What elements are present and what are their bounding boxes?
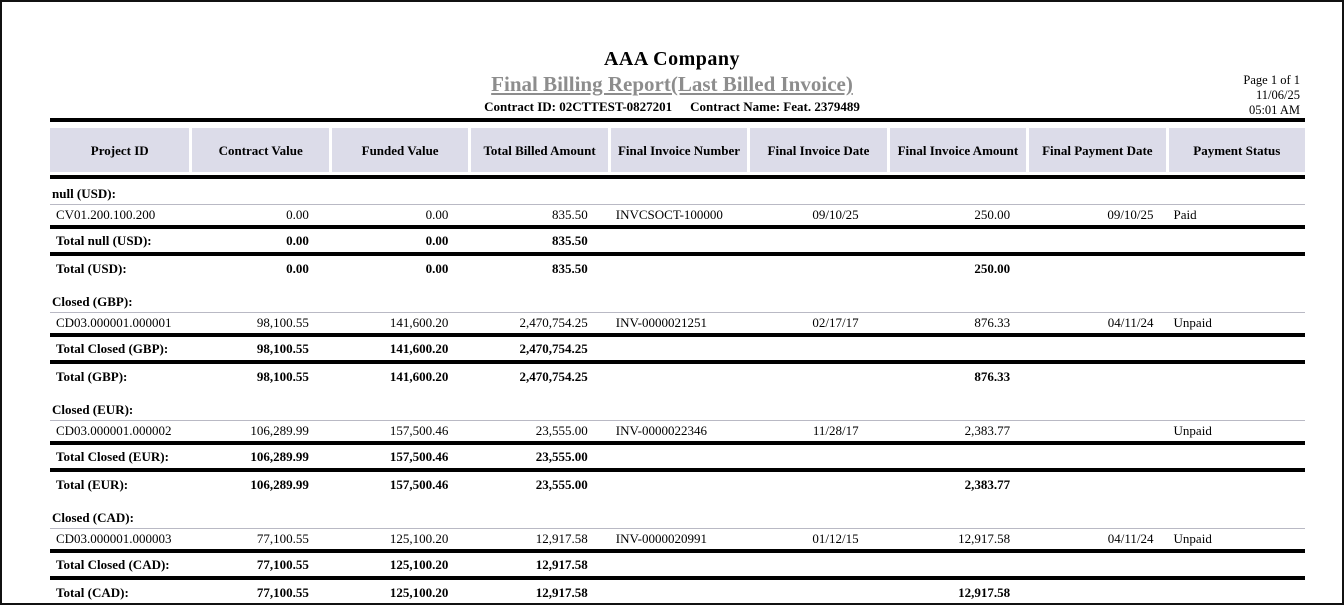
cell-invoice-number	[608, 580, 747, 605]
cell-invoice-number: INV-0000020991	[615, 531, 708, 546]
currency-section-cad	[50, 508, 1305, 605]
cell-payment-status: Unpaid	[1173, 315, 1212, 330]
cell-total-label: Total (EUR):	[56, 477, 129, 492]
report-time: 05:01 AM	[1248, 103, 1300, 117]
cell-funded-value: 141,600.20	[389, 341, 449, 356]
cell-invoice-amount	[887, 229, 1026, 252]
cell-total-label: Total (GBP):	[56, 369, 128, 384]
cell-total-label: Total Closed (CAD):	[56, 557, 170, 572]
cell-total-billed: 12,917.58	[535, 531, 588, 546]
cell-payment-date	[1026, 553, 1165, 576]
cell-invoice-date: 11/28/17	[812, 423, 859, 438]
group-total-row	[50, 337, 1305, 360]
currency-total-row	[50, 364, 1305, 389]
page-number: Page 1 of 1	[1243, 73, 1300, 87]
cell-invoice-amount: 250.00	[974, 261, 1011, 276]
table-row	[50, 421, 1305, 441]
col-header-invoice-number: Final Invoice Number	[608, 128, 747, 172]
cell-payment-date	[1026, 337, 1165, 360]
currency-total-row	[50, 472, 1305, 497]
header-divider	[50, 118, 1305, 122]
col-header-total-billed: Total Billed Amount	[468, 128, 607, 172]
cell-project-id: CV01.200.100.200	[56, 207, 156, 222]
currency-section-usd	[50, 184, 1305, 281]
cell-contract-value: 77,100.55	[256, 585, 309, 600]
cell-payment-date	[1026, 445, 1165, 468]
cell-invoice-amount: 2,383.77	[964, 477, 1011, 492]
cell-invoice-date: 02/17/17	[812, 315, 859, 330]
cell-project-id: CD03.000001.000001	[56, 315, 172, 330]
cell-contract-value: 106,289.99	[250, 423, 309, 438]
cell-invoice-date	[747, 364, 886, 389]
col-header-project-id: Project ID	[50, 128, 189, 172]
col-header-payment-date: Final Payment Date	[1026, 128, 1165, 172]
cell-project-id: CD03.000001.000002	[56, 423, 172, 438]
cell-payment-status: Paid	[1173, 207, 1197, 222]
cell-invoice-amount: 2,383.77	[964, 423, 1011, 438]
group-total-row	[50, 445, 1305, 468]
cell-total-label: Total Closed (GBP):	[56, 341, 169, 356]
cell-invoice-date	[747, 553, 886, 576]
col-header-invoice-amount: Final Invoice Amount	[887, 128, 1026, 172]
cell-funded-value: 157,500.46	[389, 449, 449, 464]
col-header-payment-status: Payment Status	[1166, 128, 1305, 172]
cell-funded-value: 0.00	[425, 261, 449, 276]
cell-invoice-date	[747, 337, 886, 360]
cell-payment-date: 09/10/25	[1107, 207, 1154, 222]
cell-invoice-date	[747, 445, 886, 468]
cell-total-label: Total (CAD):	[56, 585, 129, 600]
cell-invoice-number: INVCSOCT-100000	[615, 207, 723, 222]
cell-invoice-number: INV-0000022346	[615, 423, 708, 438]
cell-total-billed: 12,917.58	[535, 557, 588, 572]
cell-invoice-date: 01/12/15	[812, 531, 859, 546]
cell-payment-status	[1166, 445, 1305, 468]
cell-invoice-amount: 12,917.58	[958, 531, 1011, 546]
cell-contract-value: 0.00	[286, 233, 309, 248]
cell-contract-value: 77,100.55	[256, 557, 309, 572]
cell-total-billed: 835.50	[552, 261, 588, 276]
cell-contract-value: 106,289.99	[250, 477, 309, 492]
report-date: 11/06/25	[1256, 88, 1300, 102]
cell-total-billed: 12,917.58	[535, 585, 588, 600]
cell-payment-status: Unpaid	[1173, 531, 1212, 546]
cell-total-billed: 23,555.00	[535, 423, 588, 438]
currency-total-row	[50, 580, 1305, 605]
cell-contract-value: 98,100.55	[256, 315, 309, 330]
company-name: AAA Company	[603, 48, 741, 70]
table-row	[50, 529, 1305, 549]
cell-total-billed: 835.50	[552, 233, 588, 248]
cell-payment-date	[1026, 256, 1165, 281]
cell-invoice-amount: 250.00	[974, 207, 1011, 222]
cell-payment-status: Unpaid	[1173, 423, 1212, 438]
cell-invoice-amount	[887, 553, 1026, 576]
cell-invoice-number	[608, 472, 747, 497]
cell-invoice-number	[608, 256, 747, 281]
cell-funded-value: 157,500.46	[389, 423, 449, 438]
cell-payment-status	[1166, 553, 1305, 576]
cell-payment-date	[1026, 580, 1165, 605]
currency-section-eur	[50, 400, 1305, 497]
group-label: null (USD):	[52, 186, 116, 201]
page-info-block	[1243, 73, 1300, 118]
cell-total-label: Total (USD):	[56, 261, 127, 276]
cell-funded-value: 125,100.20	[389, 557, 449, 572]
group-label: Closed (EUR):	[52, 402, 134, 417]
cell-total-billed: 2,470,754.25	[519, 315, 588, 330]
cell-total-billed: 2,470,754.25	[519, 341, 588, 356]
cell-payment-date	[1026, 364, 1165, 389]
cell-invoice-amount: 876.33	[974, 315, 1011, 330]
cell-funded-value: 0.00	[425, 233, 449, 248]
cell-invoice-date	[747, 472, 886, 497]
table-row	[50, 313, 1305, 333]
cell-payment-date	[1026, 421, 1165, 441]
currency-total-row	[50, 256, 1305, 281]
currency-section-gbp	[50, 292, 1305, 389]
group-total-row	[50, 553, 1305, 576]
cell-payment-status	[1166, 229, 1305, 252]
cell-invoice-number	[608, 337, 747, 360]
col-header-funded-value: Funded Value	[329, 128, 468, 172]
contract-id: Contract ID: 02CTTEST-0827201	[484, 99, 673, 114]
table-header-row	[50, 128, 1305, 172]
cell-invoice-date	[747, 229, 886, 252]
cell-invoice-number	[608, 229, 747, 252]
cell-total-billed: 2,470,754.25	[519, 369, 588, 384]
cell-funded-value: 125,100.20	[389, 585, 449, 600]
cell-invoice-number	[608, 364, 747, 389]
cell-invoice-amount	[887, 445, 1026, 468]
cell-payment-status	[1166, 256, 1305, 281]
table-row	[50, 205, 1305, 225]
cell-funded-value: 0.00	[425, 207, 449, 222]
cell-total-billed: 23,555.00	[535, 449, 588, 464]
col-header-invoice-date: Final Invoice Date	[747, 128, 886, 172]
table-header-underline	[50, 175, 1305, 179]
col-header-contract-value: Contract Value	[189, 128, 328, 172]
cell-invoice-number	[608, 445, 747, 468]
cell-contract-value: 106,289.99	[250, 449, 309, 464]
billing-table	[50, 118, 1305, 605]
cell-payment-date	[1026, 229, 1165, 252]
cell-invoice-date	[747, 580, 886, 605]
cell-payment-status	[1166, 580, 1305, 605]
cell-payment-status	[1166, 472, 1305, 497]
cell-invoice-amount: 876.33	[974, 369, 1011, 384]
cell-contract-value: 77,100.55	[256, 531, 309, 546]
group-total-row	[50, 229, 1305, 252]
cell-contract-value: 0.00	[286, 261, 309, 276]
cell-payment-status	[1166, 337, 1305, 360]
cell-invoice-amount	[887, 337, 1026, 360]
cell-total-label: Total Closed (EUR):	[56, 449, 169, 464]
cell-payment-date	[1026, 472, 1165, 497]
cell-invoice-date: 09/10/25	[812, 207, 859, 222]
cell-funded-value: 141,600.20	[389, 315, 449, 330]
contract-name: Contract Name: Feat. 2379489	[690, 99, 860, 114]
cell-funded-value: 125,100.20	[389, 531, 449, 546]
cell-funded-value: 141,600.20	[389, 369, 449, 384]
cell-project-id: CD03.000001.000003	[56, 531, 172, 546]
cell-contract-value: 0.00	[286, 207, 309, 222]
report-header	[2, 2, 1342, 115]
group-label: Closed (CAD):	[52, 510, 134, 525]
cell-contract-value: 98,100.55	[256, 341, 309, 356]
cell-payment-date: 04/11/24	[1107, 315, 1154, 330]
cell-funded-value: 157,500.46	[389, 477, 449, 492]
report-title: Final Billing Report(Last Billed Invoice)	[491, 72, 853, 96]
cell-invoice-number: INV-0000021251	[615, 315, 708, 330]
contract-info	[2, 99, 1342, 115]
cell-payment-date: 04/11/24	[1107, 531, 1154, 546]
cell-invoice-amount: 12,917.58	[958, 585, 1011, 600]
cell-contract-value: 98,100.55	[256, 369, 309, 384]
cell-total-billed: 835.50	[552, 207, 588, 222]
cell-invoice-number	[608, 553, 747, 576]
cell-total-billed: 23,555.00	[535, 477, 588, 492]
group-label: Closed (GBP):	[52, 294, 133, 309]
cell-invoice-date	[747, 256, 886, 281]
cell-total-label: Total null (USD):	[56, 233, 152, 248]
cell-payment-status	[1166, 364, 1305, 389]
